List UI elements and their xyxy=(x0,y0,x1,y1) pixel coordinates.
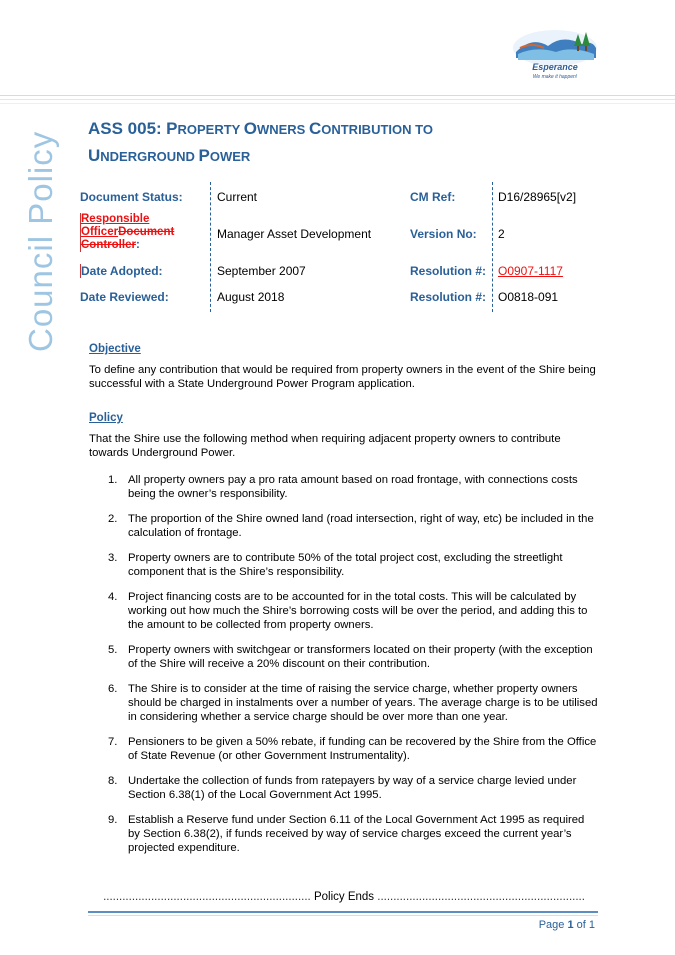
label-colon: : xyxy=(135,239,140,251)
list-item xyxy=(89,590,599,632)
list-number: 6. xyxy=(108,683,118,695)
responsible-label xyxy=(80,213,174,252)
policy-intro: That the Shire use the following method when requiring adjacent property owners to contribute towards Underground Power. xyxy=(89,433,561,459)
page-number xyxy=(539,919,595,931)
title-letter: P xyxy=(166,119,178,138)
list-text: Property owners with switchgear or transformers located on their property (with the exception of the Shire will receive a 20% discount on their contribution. xyxy=(128,644,593,670)
header-rule xyxy=(0,103,675,104)
title-letter: P xyxy=(198,146,210,165)
side-label: Council Policy xyxy=(22,130,59,352)
page-of: of xyxy=(573,919,589,931)
list-text: The Shire is to consider at the time of raising the service charge, whether property owners should be charged in instalments over a number of years. The average charge is to be utilised in considering whether a service charge should be over more than one year. xyxy=(128,683,598,723)
resolution-label: Resolution #: xyxy=(410,290,487,304)
esperance-logo xyxy=(512,28,598,80)
dot-leader: ................................................................. xyxy=(377,891,585,903)
list-number: 4. xyxy=(108,591,118,603)
dot-leader: ................................................................. xyxy=(103,891,311,903)
adopted-label: Date Adopted: xyxy=(81,264,163,278)
footer-rule xyxy=(88,915,598,916)
list-number: 8. xyxy=(108,775,118,787)
tracked-insert: Officer xyxy=(81,226,119,238)
title-code: ASS 005: xyxy=(88,119,162,138)
list-number: 5. xyxy=(108,644,118,656)
list-item xyxy=(89,774,599,802)
title-letter: C xyxy=(308,119,322,138)
list-text: Pensioners to be given a 50% rebate, if funding can be recovered by the Shire from the Office of State Revenue (or other Government Instrumentality). xyxy=(128,736,597,762)
status-value: Current xyxy=(217,190,258,204)
list-item xyxy=(89,512,599,540)
resolution-value: O0907-1117 xyxy=(498,264,563,278)
policy-list xyxy=(89,473,599,855)
resolution-label: Resolution #: xyxy=(410,264,487,278)
objective-text: To define any contribution that would be required from property owners in the event of the Shire being successful with a State Underground Power Program application. xyxy=(89,364,596,390)
tracked-delete: Document xyxy=(118,226,175,238)
list-number: 2. xyxy=(108,513,118,525)
page-total: 1 xyxy=(588,919,595,931)
footer-rule xyxy=(88,911,598,913)
list-number: 9. xyxy=(108,814,118,826)
title-word: WNERS xyxy=(256,122,309,137)
column-separator xyxy=(492,182,493,312)
policy-end-text: Policy Ends xyxy=(313,891,375,903)
column-separator xyxy=(210,182,211,312)
reviewed-label: Date Reviewed: xyxy=(80,290,169,304)
list-text: Property owners are to contribute 50% of the total project cost, excluding the streetlight component that is the Shire’s responsibility. xyxy=(128,552,563,578)
policy-title xyxy=(88,116,608,170)
list-number: 7. xyxy=(108,736,118,748)
adopted-value: September 2007 xyxy=(217,264,306,278)
cmref-value: D16/28965[v2] xyxy=(498,190,577,204)
title-word: OWER xyxy=(209,149,251,164)
logo-tagline: We make it happen! xyxy=(532,74,578,80)
header-rule xyxy=(0,95,675,96)
title-letter: U xyxy=(88,146,101,165)
list-text: The proportion of the Shire owned land (road intersection, right of way, etc) be included in the calculation of frontage. xyxy=(128,513,594,539)
tracked-delete: Controller xyxy=(81,239,136,251)
list-item xyxy=(89,735,599,763)
version-value: 2 xyxy=(498,227,505,241)
list-text: Establish a Reserve fund under Section 6.11 of the Local Government Act 1995 as required by Section 6.38(2), if funds received by way of service charges exceed the current year’s projected expenditure. xyxy=(128,814,585,854)
status-label: Document Status: xyxy=(80,190,183,204)
title-word: ROPERTY xyxy=(177,122,244,137)
reviewed-value: August 2018 xyxy=(217,290,285,304)
page-current: 1 xyxy=(567,919,574,931)
list-text: All property owners pay a pro rata amount based on road frontage, with connections costs being the owner’s responsibility. xyxy=(128,474,578,500)
title-letter: O xyxy=(243,119,257,138)
list-number: 1. xyxy=(108,474,118,486)
policy-end-marker xyxy=(90,891,598,903)
list-item xyxy=(89,551,599,579)
version-label: Version No: xyxy=(410,227,477,241)
title-word: ONTRIBUTION TO xyxy=(321,122,433,137)
header-rule xyxy=(0,99,675,100)
list-text: Undertake the collection of funds from ratepayers by way of a service charge levied under Section 6.38(1) of the Local Government Act 1995. xyxy=(128,775,577,801)
responsible-value: Manager Asset Development xyxy=(217,227,372,241)
page-prefix: Page xyxy=(538,919,568,931)
policy-heading: Policy xyxy=(89,412,123,424)
list-item xyxy=(89,682,599,724)
list-item xyxy=(89,473,599,501)
title-word: NDERGROUND xyxy=(100,149,199,164)
cmref-label: CM Ref: xyxy=(410,190,456,204)
list-item xyxy=(89,813,599,855)
policy-body xyxy=(89,342,599,855)
logo-name: Esperance xyxy=(532,62,578,72)
objective-heading: Objective xyxy=(89,343,141,355)
list-item xyxy=(89,643,599,671)
tracked-insert: Responsible xyxy=(81,213,150,225)
list-number: 3. xyxy=(108,552,118,564)
list-text: Project financing costs are to be accounted for in the total costs. This will be calculated by working out how much the Shire’s borrowing costs will be over the period, and adding this to the amount to be collected from property owners. xyxy=(128,591,588,631)
resolution-value: O0818-091 xyxy=(498,290,559,304)
